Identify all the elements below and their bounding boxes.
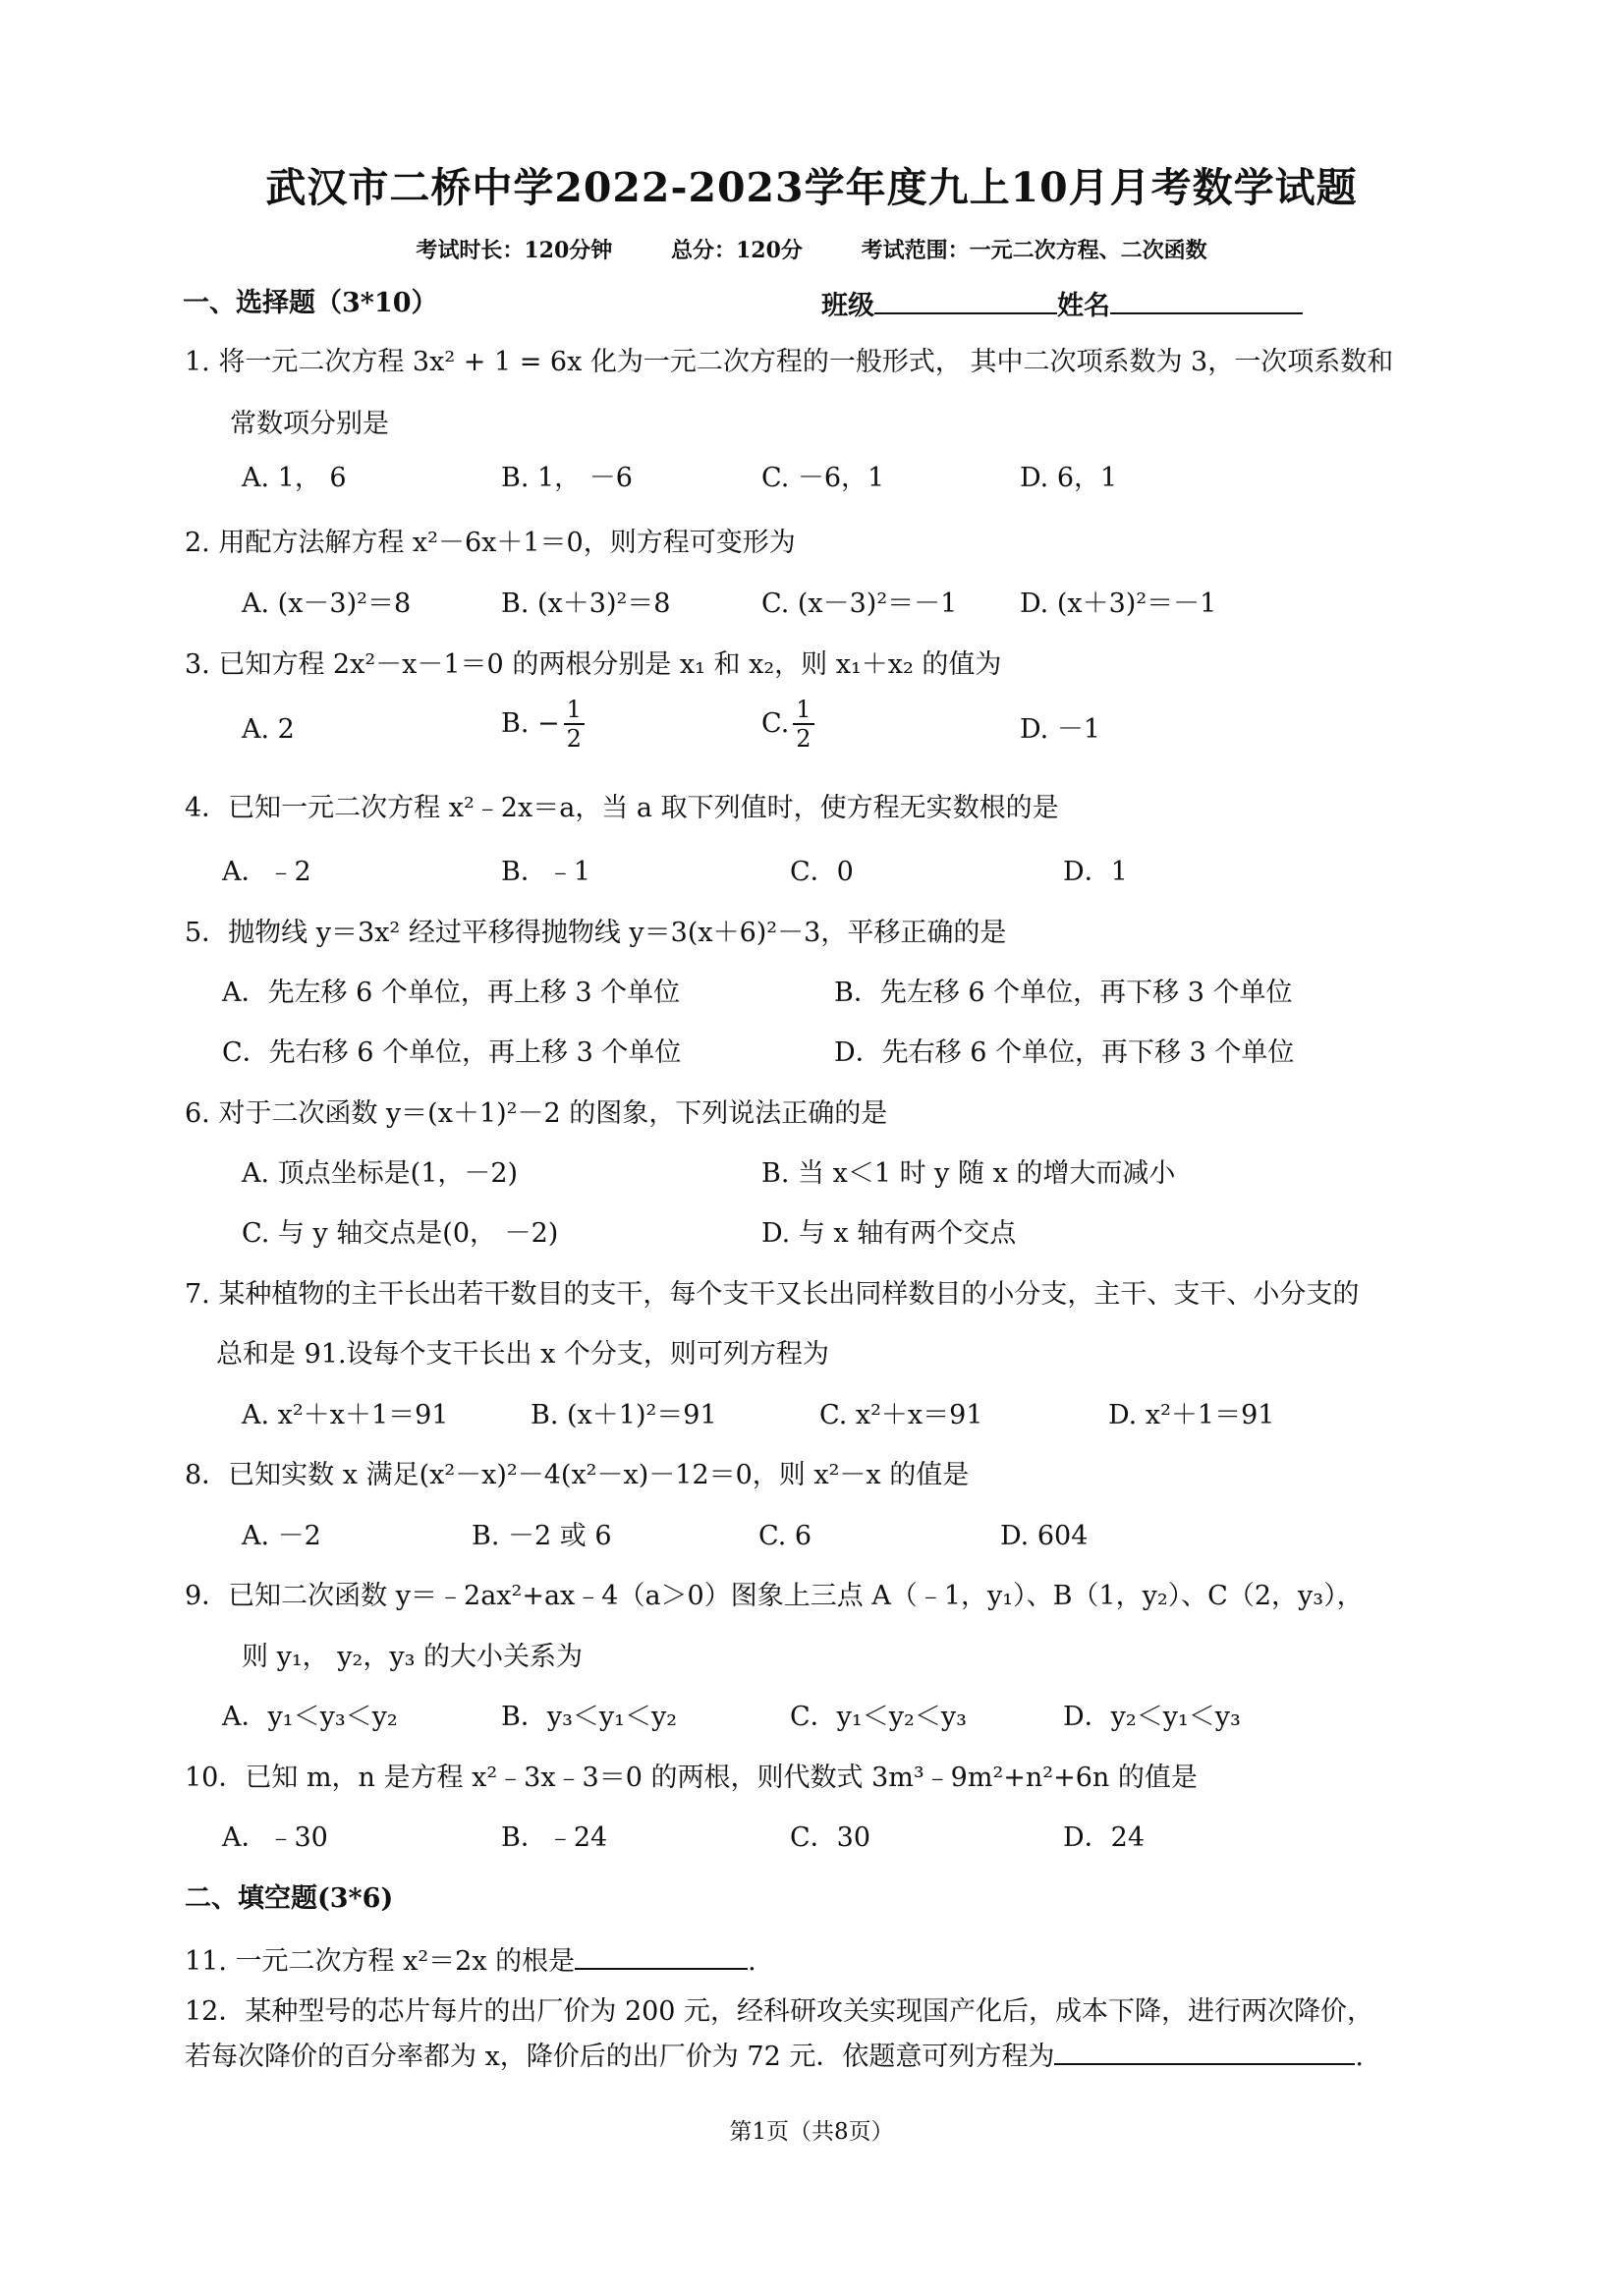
question-9-text-cont: 则 y₁， y₂，y₃ 的大小关系为 [242, 1642, 583, 1672]
q1-option-c: C. －6，1 [761, 463, 885, 493]
name-label: 姓名 [1057, 291, 1110, 321]
q6-option-d: D. 与 x 轴有两个交点 [761, 1218, 1017, 1249]
q2-option-a: A. (x－3)²＝8 [242, 588, 412, 619]
q4-option-d: D．1 [1063, 857, 1128, 887]
question-8-text: 8．已知实数 x 满足(x²－x)²－4(x²－x)－12＝0，则 x²－x 的值是 [185, 1460, 970, 1490]
question-11 [185, 1942, 756, 1979]
class-blank [874, 287, 1057, 314]
q9-option-a: A．y₁＜y₃＜y₂ [222, 1702, 398, 1732]
q3-option-c-fraction [793, 696, 813, 753]
question-12-end: . [1355, 2042, 1364, 2072]
q8-option-d: D. 604 [1000, 1521, 1089, 1551]
fraction-denominator: 2 [793, 723, 813, 753]
question-4-text: 4．已知一元二次方程 x²﹣2x＝a，当 a 取下列值时，使方程无实数根的是 [185, 793, 1059, 823]
q9-option-b: B．y₃＜y₁＜y₂ [501, 1702, 678, 1732]
q7-option-b: B. (x＋1)²＝91 [531, 1400, 717, 1430]
q8-option-a: A. －2 [242, 1521, 321, 1551]
q3-option-d: D. －1 [1020, 714, 1101, 745]
exam-info [0, 234, 1623, 264]
question-1-text-cont: 常数项分别是 [230, 409, 389, 439]
q6-option-a: A. 顶点坐标是(1，－2) [242, 1158, 519, 1189]
q3-option-c [761, 696, 818, 753]
fraction-numerator: 1 [566, 696, 582, 723]
question-7-text-cont: 总和是 91.设每个支干长出 x 个分支，则可列方程为 [216, 1339, 829, 1370]
question-2-text: 2. 用配方法解方程 x²－6x＋1＝0，则方程可变形为 [185, 528, 796, 558]
class-field [821, 287, 1303, 323]
question-11-text: 11. 一元二次方程 x²＝2x 的根是 [185, 1946, 576, 1977]
q10-option-a: A．﹣30 [222, 1822, 328, 1853]
question-12 [185, 2038, 1364, 2074]
question-6-text: 6. 对于二次函数 y＝(x＋1)²－2 的图象，下列说法正确的是 [185, 1098, 888, 1129]
q2-option-b: B. (x＋3)²＝8 [501, 588, 671, 619]
q5-option-a: A．先左移 6 个单位，再上移 3 个单位 [222, 978, 681, 1008]
q1-option-b: B. 1， －6 [501, 463, 633, 493]
q3-option-b-fraction [564, 696, 585, 753]
q11-answer-blank [575, 1942, 748, 1970]
question-10-text: 10．已知 m，n 是方程 x²﹣3x﹣3＝0 的两根，则代数式 3m³﹣9m²+n²+6n 的值是 [185, 1763, 1198, 1793]
q12-answer-blank [1054, 2038, 1355, 2065]
q10-option-d: D．24 [1063, 1822, 1146, 1853]
q2-option-d: D. (x＋3)²＝－1 [1020, 588, 1217, 619]
q5-option-c: C．先右移 6 个单位，再上移 3 个单位 [222, 1037, 682, 1068]
question-7-text: 7. 某种植物的主干长出若干数目的支干，每个支干又长出同样数目的小分支，主干、支干、小分支的 [185, 1279, 1360, 1310]
q2-option-c: C. (x－3)²＝－1 [761, 588, 958, 619]
question-9-text: 9．已知二次函数 y＝﹣2ax²+ax﹣4（a＞0）图象上三点 A（﹣1，y₁）、B（1，y₂）、C（2，y₃）， [185, 1581, 1364, 1611]
q7-option-d: D. x²＋1＝91 [1108, 1400, 1275, 1430]
q3-option-b [501, 696, 588, 753]
q3-option-b-label: B. − [501, 708, 560, 739]
q4-option-c: C．0 [790, 857, 854, 887]
question-12-text-cont: 若每次降价的百分率都为 x，降价后的出厂价为 72 元．依题意可列方程为 [185, 2042, 1055, 2072]
q5-option-d: D．先右移 6 个单位，再下移 3 个单位 [834, 1037, 1295, 1068]
q4-option-a: A．﹣2 [222, 857, 311, 887]
page-footer: 第1页（共8页） [729, 2119, 894, 2145]
section1-heading: 一、选择题（3*10） [183, 288, 438, 318]
question-5-text: 5．抛物线 y＝3x² 经过平移得抛物线 y＝3(x＋6)²－3，平移正确的是 [185, 918, 1007, 948]
q1-option-d: D. 6，1 [1020, 463, 1118, 493]
q4-option-b: B．﹣1 [501, 857, 591, 887]
q5-option-b: B．先左移 6 个单位，再下移 3 个单位 [834, 978, 1293, 1008]
q10-option-b: B．﹣24 [501, 1822, 608, 1853]
q8-option-b: B. －2 或 6 [472, 1521, 612, 1551]
question-1-text: 1. 将一元二次方程 3x² + 1 = 6x 化为一元二次方程的一般形式， 其中二次项系数为 3，一次项系数和 [185, 347, 1394, 377]
q7-option-a: A. x²＋x＋1＝91 [242, 1400, 449, 1430]
exam-duration: 考试时长：120分钟 [416, 238, 613, 263]
fraction-denominator: 2 [564, 723, 585, 753]
name-blank [1110, 287, 1303, 314]
fraction-numerator: 1 [796, 696, 812, 723]
class-label: 班级 [821, 291, 874, 321]
question-11-end: . [748, 1946, 756, 1977]
q3-option-a: A. 2 [242, 714, 295, 745]
q8-option-c: C. 6 [758, 1521, 812, 1551]
section2-heading: 二、填空题(3*6) [185, 1883, 394, 1914]
exam-title: 武汉市二桥中学2022-2023学年度九上10月月考数学试题 [265, 164, 1358, 211]
q6-option-b: B. 当 x＜1 时 y 随 x 的增大而减小 [761, 1158, 1176, 1189]
q9-option-c: C．y₁＜y₂＜y₃ [790, 1702, 967, 1732]
q7-option-c: C. x²＋x＝91 [819, 1400, 983, 1430]
question-12-text: 12．某种型号的芯片每片的出厂价为 200 元，经科研攻关实现国产化后，成本下降，进行两次降价， [185, 1996, 1374, 2027]
q1-option-a: A. 1， 6 [242, 463, 347, 493]
q10-option-c: C．30 [790, 1822, 871, 1853]
q9-option-d: D．y₂＜y₁＜y₃ [1063, 1702, 1241, 1732]
q3-option-c-label: C. [761, 708, 790, 739]
q6-option-c: C. 与 y 轴交点是(0， －2) [242, 1218, 559, 1249]
question-3-text: 3. 已知方程 2x²－x－1＝0 的两根分别是 x₁ 和 x₂，则 x₁＋x₂ 的值为 [185, 649, 1002, 680]
exam-scope: 考试范围：一元二次方程、二次函数 [861, 238, 1207, 263]
exam-total-score: 总分：120分 [670, 238, 803, 263]
